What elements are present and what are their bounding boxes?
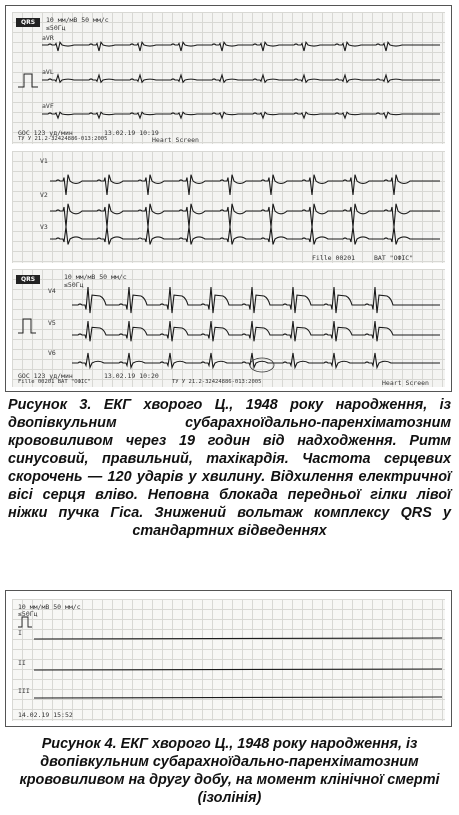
lead-label-v2: V2	[40, 191, 48, 199]
ecg-traces-strip-2	[12, 151, 445, 263]
heart-rate-footer: GOC 123 уд/мин	[18, 129, 73, 137]
figure-4-caption: Рисунок 4. ЕКГ хворого Ц., 1948 року народження, із двопівкульним субарахноїдально-паренхіматозним крововиливом на другу добу, на момент клінічної смерті (ізолінія)	[19, 736, 440, 806]
ecg-settings-label: 10 мм/мВ 50 мм/с	[46, 16, 109, 24]
ecg-trace-v2	[50, 204, 440, 227]
lead-label-ii: II	[18, 659, 26, 667]
ecg-trace-v4	[72, 287, 440, 313]
lead-label-avl: aVL	[42, 68, 54, 76]
ecg-strip-1	[12, 12, 445, 144]
ecg-trace-v1	[50, 175, 440, 195]
ecg-strip-3	[12, 269, 445, 387]
timestamp-footer: 14.02.19 15:52	[18, 711, 73, 719]
lead-label-v3: V3	[40, 223, 48, 231]
calibration-pulse	[18, 319, 36, 333]
figure-4-ecg-panel	[5, 590, 452, 727]
timestamp-footer: 13.02.19 10:20	[104, 372, 159, 380]
ecg-filter-label: ≤50Гц	[64, 281, 84, 289]
device-logo: QRS	[16, 18, 40, 27]
ecg-filter-label: ≤50Гц	[18, 610, 38, 618]
hospital-footer: BAT "ОФІС"	[374, 254, 414, 262]
lead-label-v4: V4	[48, 287, 56, 295]
ecg-trace-v6	[72, 353, 440, 368]
file-and-hospital-footer: Fille 00201 BAT "ОФІС"	[18, 379, 91, 385]
device-name-footer: Heart Screen	[382, 379, 429, 387]
lead-label-avr: aVR	[42, 34, 54, 42]
ecg-strip-4	[12, 599, 445, 721]
lead-label-i: I	[18, 629, 22, 637]
lead-label-iii: III	[18, 687, 30, 695]
ecg-filter-label: ≤50Гц	[46, 24, 66, 32]
ecg-settings-label: 10 мм/мВ 50 мм/с	[18, 603, 81, 611]
ecg-trace-v5	[72, 321, 440, 341]
calibration-pulse	[18, 74, 38, 87]
isoline-lead-ii	[34, 669, 442, 670]
isoline-lead-iii	[34, 697, 442, 698]
ecg-trace-avf	[42, 112, 440, 118]
ecg-traces-strip-3	[12, 269, 445, 387]
ecg-trace-v3	[50, 227, 440, 244]
figure-3-ecg-panel	[5, 5, 452, 392]
standard-code-footer: ТУ У 21.2-32424886-013:2005	[172, 379, 262, 385]
ecg-trace-avl	[42, 75, 440, 82]
isoline-lead-i	[34, 638, 442, 639]
figure-3-caption: Рисунок 3. ЕКГ хворого Ц., 1948 року народження, із двопівкульним субарахноїдально-паренхіматозним крововиливом через 19 годин від надходження. Ритм синусовий, правильний, тахікардія. Частота серцевих скорочень — 120 ударів у хвилину. Відхилення електричної вісі серця вліво. Неповна блокада передньої гілки лівої ніжки пучка Гіса. Знижений вольтаж комплексу QRS у стандартних відведеннях	[8, 397, 451, 539]
heart-rate-footer: GOC 123 уд/мин	[18, 372, 73, 380]
ecg-traces-strip-1	[12, 12, 445, 144]
lead-label-v5: V5	[48, 319, 56, 327]
device-logo: QRS	[16, 275, 40, 284]
device-name-footer: Heart Screen	[152, 136, 199, 144]
ecg-trace-avr	[42, 42, 440, 51]
calibration-pulse	[18, 617, 32, 627]
lead-label-v6: V6	[48, 349, 56, 357]
timestamp-footer: 13.02.19 10:19	[104, 129, 159, 137]
ecg-settings-label: 10 мм/мВ 50 мм/с	[64, 273, 127, 281]
file-number-footer: Fille 00201	[312, 254, 356, 262]
lead-label-v1: V1	[40, 157, 48, 165]
lead-label-avf: aVF	[42, 102, 54, 110]
isoline-traces	[12, 599, 445, 721]
standard-code-footer: ТУ У 21.2-32424886-013:2005	[18, 136, 108, 142]
ecg-strip-2	[12, 151, 445, 263]
